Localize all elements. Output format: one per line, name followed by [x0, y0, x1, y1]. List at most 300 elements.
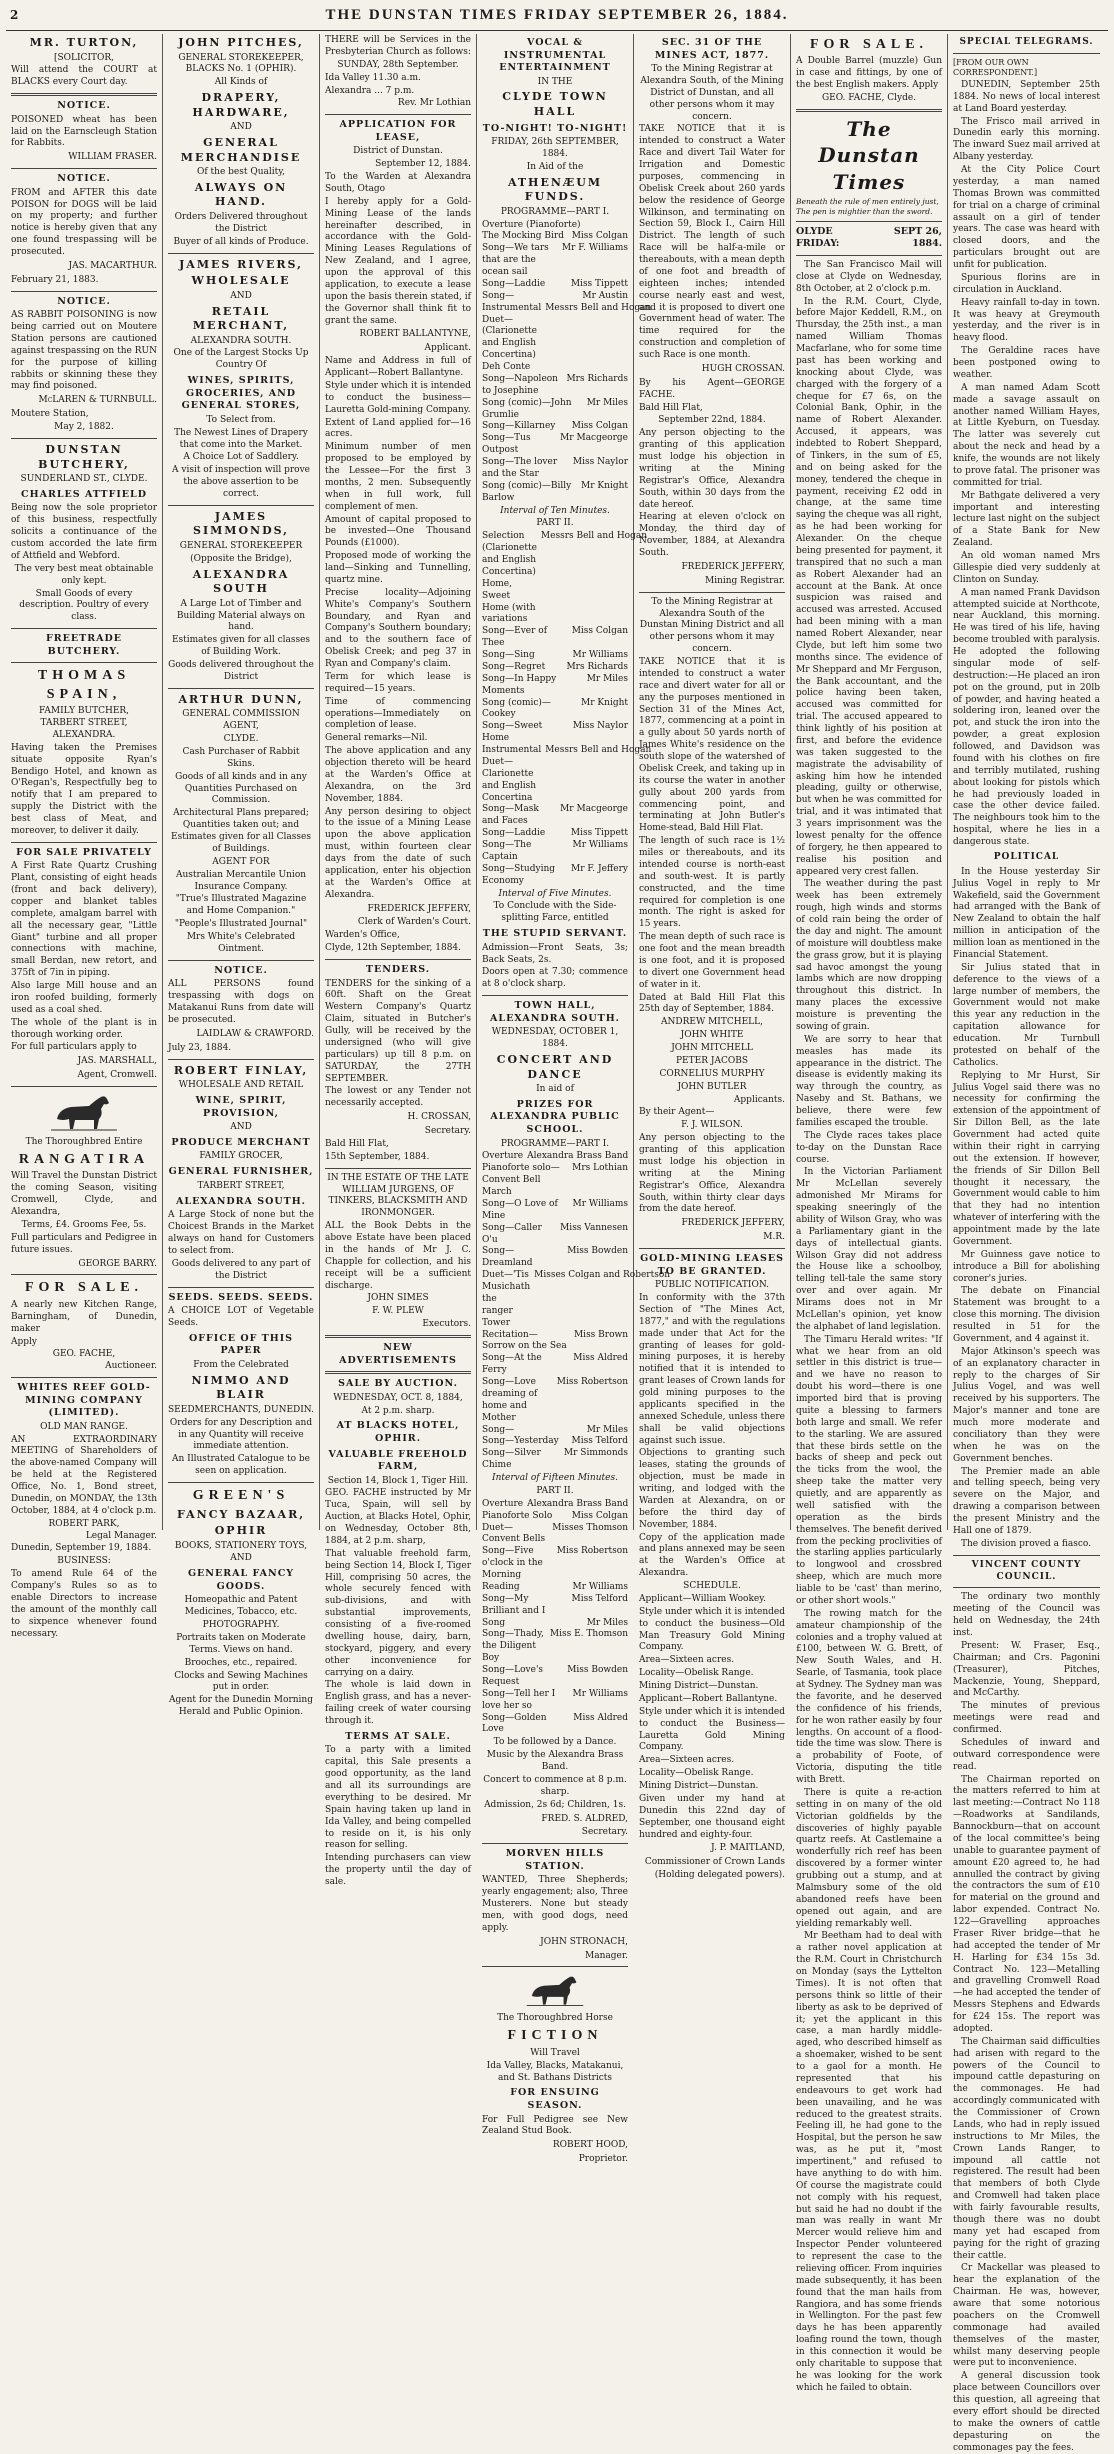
ad-title: JAMES SIMMONDS,	[193, 509, 289, 538]
ad-heading: IN THE ESTATE OF THE LATE WILLIAM JURGENS, OF TINKERS, BLACKSMITH AND IRONMONGER.	[327, 1172, 469, 1219]
applicant-name: PETER JACOBS	[676, 1055, 748, 1066]
programme-performer: Miss Colgan	[571, 626, 628, 637]
programme-item	[482, 421, 628, 433]
estate-ad	[325, 1173, 471, 1331]
ad-subtitle: GENERAL COMMISSION AGENT,	[182, 709, 300, 732]
ad-line: A visit of inspection will prove the above assertion to be correct.	[172, 465, 310, 500]
ad-line: CLYDE TOWN HALL	[502, 90, 608, 118]
ad-line: Interval of Five Minutes.	[498, 888, 612, 899]
ad-line: Alexandra ... 7 p.m.	[325, 85, 415, 96]
news-paragraph: The weather during the past week has been extremely rough, high winds and storms of cold rain being the order of the day and night. The amount of moisture will doubtless make the grass grow, but it is playing sad havoc amongst the young lambs which are now dropping throughout this district. In many places the excessive moisture is preventing the sowing of grain.	[796, 879, 942, 1032]
ad-signature: FRED. S. ALDRED,	[541, 1813, 628, 1824]
seeds-ad	[168, 1292, 314, 1479]
programme-performer: Misses Thomson	[552, 1522, 628, 1533]
ad-signature: Secretary.	[581, 1827, 628, 1838]
masthead	[0, 0, 1114, 30]
ad-title: ROBERT FINLAY,	[173, 1063, 309, 1077]
ad-body: A Double Barrel (muzzle) Gun in case and fittings, by one of the best English makers. Apply	[796, 56, 942, 91]
ad-date: September 12, 1884.	[375, 159, 471, 170]
ad-line: In aid of	[536, 1084, 574, 1095]
ad-line: TO-NIGHT! TO-NIGHT!	[482, 122, 628, 134]
programme-item	[482, 302, 652, 374]
ad-line: All Kinds of	[214, 77, 268, 88]
ad-signature: GEO. FACHE,	[52, 1349, 116, 1360]
gold-mining-leases-notice	[639, 1253, 785, 1882]
news-paragraph: In the Victorian Parliament Mr McLellan severely admonished Mr Mirams for speaking sneeringly of the ability of Wilson Gray, who was a Parliamentary giant in the days of intellectual giants. Wilson Gray did not address the House like a schoolboy, telling tell-tale the same story over and over again. Mr Mirams does not in Mr McLellan's opinion, yet know the alphabet of land legislation.	[796, 1167, 942, 1332]
programme-piece: Song—At the Ferry	[482, 1353, 542, 1376]
ad-line: By his Agent—GEORGE FACHE.	[639, 377, 785, 400]
ad-line: Ida Valley, Blacks, Matakanui, and St. Bathans Districts	[486, 2060, 624, 2083]
divider	[11, 842, 157, 843]
ad-subtitle: FAMILY BUTCHER,	[38, 706, 130, 717]
ad-line: OPHIR	[214, 1524, 268, 1538]
section-heading: VINCENT COUNTY COUNCIL.	[971, 1559, 1082, 1582]
divider	[168, 1482, 314, 1483]
divider	[953, 53, 1100, 54]
programme-piece: Song—Thady, the Diligent Boy	[482, 1629, 544, 1664]
ad-title: DUNSTAN BUTCHERY,	[38, 442, 130, 471]
programme-performer: Mr Williams	[572, 1688, 628, 1699]
ad-line: The Thoroughbred Horse	[497, 2013, 613, 2024]
water-race-notice	[639, 37, 785, 588]
ad-line: FOR ENSUING SEASON.	[510, 2087, 600, 2111]
ad-line: GENERAL MERCHANDISE	[180, 136, 302, 164]
ad-line: Rev. Mr Lothian	[397, 98, 471, 109]
page-number: 2	[10, 8, 19, 22]
rivers-ad	[168, 258, 314, 501]
greens-ad	[168, 1487, 314, 1719]
ad-line: "People's Illustrated Journal"	[174, 919, 308, 930]
divider	[953, 1555, 1100, 1556]
divider	[796, 221, 942, 222]
ad-address: BLACKS No. 1 (OPHIR).	[185, 64, 297, 75]
ad-line: GENERAL FURNISHER,	[168, 1166, 314, 1178]
programme-piece: Song—Sing	[482, 650, 535, 661]
programme-piece: Song (comic)—Cookey	[482, 697, 551, 720]
news-paragraph: There is quite a re-action setting in on many of the old Victorian goldfields by the discoveries of highly payable quartz reefs. At Castlemaine a wonderfully rich reef has been discovered by a former winter grubbing out a stump, and at Malmsbury some of the old abandoned reefs have been opened out again, and are yielding remarkably well.	[796, 1787, 942, 1929]
ad-address: CLYDE.	[223, 734, 259, 745]
ad-heading: WHITES REEF GOLD-MINING COMPANY (LIMITED).	[17, 1382, 151, 1419]
ad-line: FANCY BAZAAR,	[176, 1507, 306, 1521]
column-1	[6, 34, 163, 1639]
ad-body: The whole is laid down in English grass, and has a never-failing creek of water coursing through it.	[325, 1680, 471, 1727]
notice-ad	[11, 100, 157, 164]
ad-date: Clyde, 12th September, 1884.	[325, 943, 462, 954]
news-paragraph: A man named Adam Scott made a savage assault on another named William Hayes, at Little Kyeburn, on Tuesday. The latter was severely cut about the neck and head by a knife, the wounds are not likely to prove fatal. The prisoner was committed for trial.	[953, 382, 1100, 488]
ad-date: May 2, 1882.	[54, 422, 114, 433]
programme-heading: PROGRAMME—PART I.	[500, 206, 610, 217]
ad-address: ALEXANDRA SOUTH.	[176, 1195, 306, 1207]
correspondent-line: [FROM OUR OWN CORRESPONDENT.]	[953, 57, 1038, 78]
programme-item	[482, 1223, 628, 1247]
ad-line: AND	[230, 122, 252, 133]
ad-line: Admission—Front Seats, 3s; Back Seats, 2s.	[482, 942, 628, 965]
programme-item	[482, 457, 628, 481]
programme-performer: Mr F. Jeffery	[571, 863, 628, 874]
vocal-entertainment-ad	[482, 37, 652, 991]
divider	[325, 1335, 471, 1338]
programme-piece: Recitation—Sorrow on the Sea	[482, 1329, 567, 1352]
divider	[168, 688, 314, 689]
ad-body: Orders for any Description and in any Quantity will receive immediate attention.	[169, 1417, 313, 1452]
programme-piece: Song—My Brilliant and I	[482, 1593, 546, 1616]
columns	[6, 34, 1108, 2453]
programme-performer: Messrs Bell and Hogan	[540, 531, 648, 542]
ad-line: TERMS AT SALE.	[345, 1730, 451, 1742]
ad-body: Objections to granting such leases, stating the grounds of objection, must be made in writing, and lodged with the Warden at Alexandra, on or before the third day of November, 1884.	[639, 1448, 785, 1530]
programme-piece: Duet—Convent Bells	[482, 1522, 546, 1545]
ad-line: Goods delivered throughout the District	[168, 660, 314, 682]
divider	[11, 662, 157, 663]
programme-performer: Alexandra Brass Band	[527, 1151, 629, 1162]
programme-performer: Miss Bowden	[567, 1246, 628, 1257]
ad-heading: TOWN HALL, ALEXANDRA SOUTH.	[490, 1000, 620, 1024]
ad-signature: Auctioneer.	[105, 1361, 157, 1372]
ad-signature: JAS. MARSHALL,	[77, 1056, 157, 1067]
ad-address: ALEXANDRA SOUTH	[192, 567, 290, 596]
ad-signature: Commissioner of Crown Lands	[644, 1857, 785, 1868]
news-paragraph: Cr Mackellar was pleased to hear the explanation of the Chairman. He was, however, aware that some notorious poachers on the Cromwell commonage had availed themselves of the master, whilst many deserving people were put to inconvenience.	[953, 2263, 1100, 2369]
divider	[168, 253, 314, 254]
ad-signature: FREDERICK JEFFERY,	[681, 1218, 785, 1229]
ad-line: Of the best Quality,	[196, 167, 286, 178]
programme-item	[482, 1246, 628, 1270]
ad-line: Ida Valley 11.30 a.m.	[325, 72, 421, 83]
ad-body: FROM and AFTER this date POISON for DOGS will be laid on my property; and further notice is hereby given that any one found trespassing will be prosecuted.	[11, 187, 157, 258]
programme-piece: Song—The lover and the Star	[482, 457, 558, 479]
ad-line: Applicant—William Wookey.	[639, 1593, 766, 1604]
programme-item	[482, 840, 628, 864]
ad-line: WHOLESALE AND RETAIL	[178, 1080, 304, 1091]
ad-date: September 22nd, 1884.	[658, 415, 766, 426]
programme-heading: PROGRAMME—PART I.	[500, 1138, 610, 1149]
programme-item	[482, 433, 628, 457]
programme-item	[482, 1665, 628, 1689]
programme-performer: Mrs Lothian	[572, 1163, 628, 1174]
ad-line: BOOKS, STATIONERY TOYS,	[174, 1540, 308, 1551]
ad-line: Cash Purchaser of Rabbit Skins.	[182, 746, 300, 769]
programme-piece: Overture	[482, 1151, 524, 1162]
programme-performer: Mr Austin	[582, 290, 628, 301]
programme-piece: Instrumental Duet—Clarionette and English Concertina	[482, 745, 542, 803]
ad-body: ALL the Book Debts in the above Estate have been placed in the hands of Mr J. C. Chapple for collection, and his receipt will be a sufficient discharge.	[325, 1221, 471, 1291]
column-3	[320, 34, 477, 1888]
section-heading: POLITICAL	[993, 851, 1060, 862]
news-paragraph: Major Atkinson's speech was of an explanatory character in reply to the charges of Sir Julius Vogel, and was well received by his supporters. The Major's manner and tone are much more moderate and conciliatory than they were when he was on the Government benches.	[953, 1346, 1100, 1464]
ad-body: TAKE NOTICE that it is intended to construct a water race and divert water for all or any the purposes mentioned in Section 31 of the Mines Act, 1877, commencing at a point in a gully about 50 yards north of James White's residence on the south slope of the watershed of Obelisk Creek, and taking up in its course the water in another gully about 200 yards from commencing point, and terminating at John Butler's Home-stead, Bald Hill Flat.	[639, 657, 785, 834]
butchery-ad	[11, 443, 157, 624]
column-6	[791, 34, 948, 2393]
programme-item	[482, 220, 628, 232]
programme-performer: Miss Colgan	[571, 421, 628, 432]
ad-apply: Apply	[11, 1336, 37, 1347]
ad-body: Intending purchasers can view the property until the day of sale.	[325, 1853, 471, 1888]
programme-piece: Overture	[482, 1498, 524, 1509]
ad-body: Any person desiring to object to the issue of a Mining Lease upon the above application must, within fourteen clear days from the date of such application, enter his objection at the Warden's Office at Alexandra.	[325, 806, 471, 900]
ad-title: THOMAS SPAIN,	[37, 668, 131, 702]
programme-piece: Song—Five o'clock in the Morning	[482, 1546, 543, 1581]
rangatira-ad	[11, 1091, 157, 1270]
programme-piece: Song—O Love of Mine	[482, 1198, 558, 1221]
ad-body: Minimum number of men proposed to be employed by the Lessee—For the first 3 months, 2 men. Subsequently when in full work, full complement of men.	[325, 442, 471, 512]
programme-item	[482, 1151, 628, 1163]
ad-body: ALL PERSONS found trespassing with dogs on Matakanui Runs from date will be prosecuted.	[168, 979, 314, 1025]
news-paragraph: Mr Beetham had to deal with a rather novel application at the R.M. Court in Christchurch on Monday (says the Lyttelton Times). It is not often that persons think so little of their liberty as ask to be deprived of it; yet the applicant in this case, a man hardly middle-aged, who described himself as a shoemaker, wished to be sent to a gaol for a month. He represented that his endeavours to get work had been unavailing, and he was reduced to the greatest straits. Feeling ill, he had gone to the Hospital, but the person he saw was, as he put it, "most impertinent," and refused to have anything to do with him. Of course the magistrate could not comply with his request, but said he had no doubt if the man was really in want Mr Mercer would relieve him and Inspector Pender volunteered to represent the case to the relieving officer. From inquiries made subsequently, it has been found that the man hails from Rangiora, and has some friends in Wellington. For the past few days he has been apparently loafing round the town, though in this connection it would be only charitable to suppose that he was looking for the work which he failed to obtain.	[796, 1931, 942, 2393]
programme-performer: Mr Miles	[586, 397, 628, 408]
programme-piece: Song—Studying Economy	[482, 863, 556, 886]
programme-item	[482, 650, 628, 662]
ad-line: THE STUPID SERVANT.	[482, 928, 628, 940]
ad-line: WINE, SPIRIT, PROVISION,	[195, 1095, 287, 1119]
programme-performer: Mr Macgeorge	[560, 804, 628, 815]
news-paragraph: The debate on Financial Statement was brought to a close this morning. The division resulted in 51 for the Government, and 4 against it.	[953, 1286, 1100, 1344]
ad-signature: ROBERT BALLANTYNE,	[359, 329, 471, 340]
news-paragraph: Replying to Mr Hurst, Sir Julius Vogel said there was no necessity for confirming the extension of the appointment of Sir Dillon Bell, as the late Government had acted quite within their right in carrying out the extension. If however, the friends of Sir Dillon Bell thought it necessary, the Government would cable to him that they had no intention whatever of interfering with the appointment made by the late Government.	[953, 1070, 1100, 1247]
ad-line: AT BLACKS HOTEL, OPHIR.	[336, 1420, 460, 1444]
ad-body: The Newest Lines of Drapery that come into the Market.	[174, 427, 308, 450]
ad-line: PHOTOGRAPHY.	[202, 1620, 280, 1631]
ad-heading: APPLICATION FOR LEASE,	[339, 119, 457, 143]
programme-item	[482, 1436, 628, 1448]
programme-item	[482, 1353, 628, 1377]
programme-heading: PART II.	[536, 1485, 574, 1496]
ad-line: From the Celebrated	[193, 1359, 289, 1370]
fiction-ad	[482, 1971, 628, 2166]
news-paragraph: Schedules of inward and outward correspondence were read.	[953, 1737, 1100, 1772]
programme-piece: Selection (Clarionette and English Concertina) Home, Sweet Home (with variations	[482, 531, 537, 625]
ad-title: ARTHUR DUNN,	[178, 692, 304, 706]
news-paragraph: The Premier made an able and telling speech, being very severe on the Major, and drawing a comparison between the present Ministry and the Hall one of 1879.	[953, 1466, 1100, 1536]
programme-item	[482, 864, 628, 888]
ad-address: ALEXANDRA SOUTH.	[190, 335, 292, 346]
ad-signature: (Holding delegated powers).	[654, 1870, 785, 1881]
programme-performer: Miss Bowden	[567, 1665, 628, 1676]
divider	[11, 168, 157, 169]
ad-signature: Proprietor.	[578, 2154, 628, 2165]
programme-performer: Miss Aldred	[573, 1353, 628, 1364]
programme-item	[482, 1377, 628, 1425]
spain-ad	[11, 667, 157, 838]
ad-line: Mining District—Dunstan.	[639, 1681, 759, 1691]
programme-piece: Song—Love dreaming of home and Mother	[482, 1377, 538, 1423]
news-paragraph: Mr Bathgate delivered a very important and interesting lecture last night on the subject of a State Bank for New Zealand.	[953, 490, 1100, 549]
townhall-concert-ad	[482, 1000, 671, 1839]
ad-date: February 21, 1883.	[11, 274, 99, 285]
forsale-gun-ad	[796, 36, 942, 105]
ad-body: Time of commencing operations—Immediately on completion of lease.	[325, 696, 471, 731]
ad-line: DRAPERY, HARDWARE,	[192, 91, 290, 119]
news-paragraph: The ordinary two monthly meeting of the Council was held on Wednesday, the 24th inst.	[953, 1592, 1100, 1639]
ad-body: One of the Largest Stocks Up Country Of	[173, 348, 309, 371]
whites-reef-ad	[11, 1382, 157, 1640]
ad-heading: MORVEN HILLS STATION.	[505, 1848, 605, 1872]
divider	[796, 255, 942, 256]
ad-body: Term for which lease is required—15 years.	[325, 671, 471, 694]
divider	[482, 1843, 628, 1844]
ad-subheading: BUSINESS:	[57, 1556, 111, 1567]
programme-piece: Song—In Happy Moments	[482, 673, 557, 696]
programme-item	[482, 291, 628, 303]
programme-item	[482, 626, 628, 650]
ad-body: AS RABBIT POISONING is now being carried out on Moutere Station persons are cautioned against trespassing on the RUN for the purpose of killing rabbits or skinning these they may find poisoned.	[11, 310, 157, 392]
divider	[11, 93, 157, 96]
programme-item	[482, 662, 628, 674]
ad-signature: LAIDLAW & CRAWFORD.	[196, 1028, 314, 1039]
freetrade-ad	[11, 633, 157, 658]
ad-signature: FREDERICK JEFFERY,	[681, 561, 785, 572]
ad-subtitle: OLD MAN RANGE.	[40, 1421, 128, 1432]
ad-title: MR. TURTON,	[29, 36, 139, 49]
paper-nameplate: The Dunstan Times	[818, 116, 920, 194]
ad-line: Buyer of all kinds of Produce.	[173, 236, 309, 247]
ad-line: Portraits taken on Moderate Terms. Views on hand.	[176, 1632, 306, 1655]
ad-subtitle: GENERAL STOREKEEPER,	[178, 52, 304, 63]
column-5	[634, 34, 791, 1881]
water-race-notice	[639, 597, 785, 1244]
dunn-ad	[168, 693, 314, 956]
news-paragraph: The San Francisco Mail will close at Clyde on Wednesday, 8th October, at 2 o'clock p.m.	[796, 259, 942, 294]
programme-item	[482, 1330, 628, 1354]
ad-body: A Large Lot of Timber and Building Material always on hand.	[176, 598, 306, 633]
programme-piece: Song—Laddie	[482, 278, 546, 289]
ad-signature: Secretary.	[424, 1126, 471, 1137]
news-paragraph: DUNEDIN, September 25th 1884. No news of local interest at Land Board yesterday.	[953, 79, 1100, 114]
ad-heading: NOTICE.	[57, 295, 111, 307]
ad-body: Any person objecting to the granting of this application must lodge his objection in writing at the Mining Registrar's Office, Alexandra South, within thirty clear days from the date hereof.	[639, 1133, 785, 1215]
programme-piece: Song—Regret	[482, 661, 546, 672]
programme-performer: Miss E. Thomson	[549, 1629, 628, 1640]
ad-signature: HUGH CROSSAN.	[701, 363, 785, 374]
ad-address: TARBERT STREET,	[197, 1180, 285, 1191]
programme-item	[482, 1582, 628, 1594]
applicant-name: JOHN WHITE	[680, 1030, 744, 1041]
programme-item	[482, 1163, 628, 1199]
ad-line: ALWAYS ON HAND.	[194, 180, 288, 209]
news-paragraph: The Timaru Herald writes: "If what we hear from an old settler in this district is true—and we have no reason to doubt his word—there is one imported bird that is proving quite a blessing to farmers both large and small. We refer to the starling. We are assured that these birds settle on the backs of sheep and peck out the ticks from the wool, the sheep take the matter very quietly, and are apparently as well satisfied with the operation as the birds themselves. The benefit derived from the pecking proclivities of the starling applies particularly to longwool and crossbred sheep, which are much more liable to be 'cast' than merino, or other short wools."	[796, 1334, 942, 1606]
news-paragraph: The Chairman reported on the matters referred to him at last meeting:—Contract No 118—Roadworks at Sandilands, Bannockburn—that on account of the local committee's being unable to guarantee payment of amount £20 agreed to, he had annulled the contract by giving the contractors the sum of £10 for material on the ground and labor expended. Contract No. 122—Gravelling approaches Fraser River bridge—that he had accepted the tender of Mr H. Harling for £34 15s 3d. Contract No. 123—Metalling and gravelling Cromwell Road—he had accepted the tender of Messrs Stephens and Edwards for £24 15s. The report was adopted.	[953, 1774, 1100, 2034]
ad-body: Also large Mill house and an iron roofed building, formerly used as a coal shed.	[11, 981, 157, 1015]
programme-piece: Song—The Captain	[482, 840, 532, 862]
ad-body: Name and Address in full of Applicant—Robert Ballantyne.	[325, 356, 471, 379]
programme-performer: Misses Colgan and Robertson	[534, 1270, 671, 1281]
news-paragraph: Mr Guinness gave notice to introduce a Bill for abolishing coroner's juries.	[953, 1249, 1100, 1284]
news-paragraph: The division proved a fiasco.	[961, 1538, 1092, 1549]
news-paragraph: The Frisco mail arrived in Dunedin early this morning. The inward Suez mail arrived at Albany yesterday.	[953, 116, 1100, 163]
programme-list	[482, 1499, 628, 1737]
ad-body: In conformity with the 37th Section of "The Mines Act, 1877," and with the regulations made under that Act for the granting of leases for gold-mining purposes, it is hereby notified that it is intended to grant leases of Crown lands for gold mining purposes to the applicants specified in the annexed Schedule, unless there shall be valid objections against such issue.	[639, 1293, 785, 1446]
ad-signature: ROBERT PARK,	[48, 1518, 120, 1529]
ad-line: Australian Mercantile Union Insurance Company.	[175, 869, 307, 892]
ad-line: AND	[230, 290, 252, 301]
ad-line: To be followed by a Dance.	[493, 1737, 617, 1748]
programme-piece: Song—Sweet Home	[482, 721, 543, 744]
ad-address: TARBERT STREET, ALEXANDRA.	[40, 718, 128, 740]
programme-piece: Song—Killarney	[482, 421, 556, 432]
programme-piece: Pianoforte Solo	[482, 1510, 553, 1521]
news-paragraph: At the City Police Court yesterday, a man named Thomas Brown was committed for trial on a charge of criminal assault on a girl of tender years. The case was heard with closed doors, and the particulars brought out are unfit for publication.	[953, 165, 1100, 271]
programme-performer: Mr Miles	[586, 1617, 628, 1628]
programme-piece: Song—Mask and Faces	[482, 804, 539, 827]
ad-signature: JAS. MACARTHUR.	[68, 260, 157, 271]
ad-body: WANTED, Three Shepherds; yearly engagement; also, Three Musterers. None but steady men, with good dogs, need apply.	[482, 1875, 628, 1933]
ad-date: Dunedin, September 19, 1884.	[11, 1543, 152, 1554]
ad-body: Proposed mode of working the land—Sinking and Tunnelling, quartz mine.	[325, 551, 471, 585]
ad-line: Warden's Office,	[325, 930, 400, 941]
programme-list	[482, 219, 652, 505]
ad-title: JOHN PITCHES,	[178, 36, 304, 49]
programme-list	[482, 1151, 671, 1472]
lease-application-ad	[325, 119, 471, 955]
programme-performer: Mr Miles	[586, 673, 628, 684]
ad-body: The lowest or any Tender not necessarily accepted.	[325, 1086, 471, 1109]
simmonds-ad	[168, 510, 314, 684]
ad-signature: M.R.	[763, 1232, 785, 1243]
ad-heading: FOR SALE.	[24, 1280, 144, 1296]
ad-body: Extent of Land applied for—16 acres.	[325, 417, 471, 440]
ad-line: Estimates given for all classes of Building Work.	[171, 635, 311, 658]
section-heading: NEW ADVERTISEMENTS	[339, 1342, 457, 1366]
ad-date: WEDNESDAY, OCT. 8, 1884,	[333, 1392, 463, 1403]
applicant-name: ANDREW MITCHELL,	[661, 1017, 763, 1028]
pitches-ad	[168, 36, 314, 249]
programme-performer: Mr Williams	[572, 650, 628, 661]
programme-item	[482, 1511, 628, 1523]
programme-heading: PART II.	[536, 518, 574, 529]
ad-heading: FOR SALE.	[809, 37, 929, 52]
ad-line: In Aid of the	[526, 161, 584, 172]
ad-signature: Manager.	[584, 1950, 628, 1961]
programme-piece: Song	[482, 1617, 506, 1628]
programme-performer: Mrs Richards	[566, 661, 628, 672]
ad-line: Style under which it is intended to conduct the business—Old Man Treasury Gold Mining Company.	[639, 1606, 785, 1653]
news-paragraph: The Chairman said difficulties had arisen with regard to the powers of the Council to impound cattle depasturing on the commonages. He had accordingly communicated with the Commissioner of Crown Lands, who had in reply issued instructions to Mr Miles, the Crown Lands Ranger, to impound all cattle not registered. The result had been that members of both Clyde and Cromwell had taken place with fairly favourable results, though there was no doubt many yet had escaped from paying for the right of grazing their cattle.	[953, 2036, 1100, 2261]
ad-signature: GEO. FACHE, Clyde.	[821, 93, 917, 104]
ad-signature: JOHN SIMES	[367, 1293, 429, 1304]
ad-body: Style under which it is intended to conduct the business—Lauretta Gold-mining Company.	[325, 380, 471, 415]
ad-heading: VOCAL & INSTRUMENTAL ENTERTAINMENT	[499, 37, 611, 74]
ad-body: Hearing at eleven o'clock on Monday, the third day of November, 1884, at Alexandra South.	[639, 512, 785, 559]
programme-performer: Miss Naylor	[572, 457, 628, 468]
ad-line: Homeopathic and Patent Medicines, Tobacco, etc.	[184, 1595, 298, 1618]
programme-performer: Miss Tippett	[570, 278, 628, 289]
ad-signature: Mining Registrar.	[704, 575, 785, 586]
ad-subheading: SCHEDULE.	[683, 1581, 741, 1591]
ad-line: FAMILY GROCER,	[199, 1151, 283, 1162]
programme-performer: Mr Simmonds	[563, 1448, 628, 1459]
motto-line: Beneath the rule of men entirely just,	[796, 197, 939, 207]
ad-line: AGENT FOR	[212, 856, 270, 867]
news-paragraph: The rowing match for the amateur championship of the colonies and a trophy valued at £100, between W. G. Brett, of New South Wales, and H. Searle, of Tasmania, took place at Sydney. The Sydney man was the favorite, and he deserved the confidence of his friends, for he won rather easily by four lengths. On account of a flood-tide the time was slow. There is a probability of Foote, of Victoria, disputing the title with Brett.	[796, 1608, 942, 1786]
programme-item	[482, 698, 628, 722]
ad-body: The whole of the plant is in thorough working order.	[11, 1017, 157, 1040]
ad-date: FRIDAY, 26th SEPTEMBER, 1884.	[491, 137, 619, 159]
ad-body: Amount of capital proposed to be invested—One Thousand Pounds (£1000).	[325, 514, 471, 549]
ad-line: By their Agent—	[639, 1107, 715, 1118]
programme-piece: Song—Napoleon to Josephine	[482, 373, 558, 396]
ad-body: A Large Stock of none but the Choicest Brands in the Market always on hand for Customers to select from.	[168, 1210, 314, 1256]
ad-body: I hereby apply for a Gold-Mining Lease of the lands hereinafter described, in accordance with the Gold-Mining Leases Regulations of New Zealand, and I agree, upon the approval of this application, to execute a lease upon the basis therein stated, if the Governor shall think fit to grant the same.	[325, 196, 471, 326]
programme-performer: Mr Macgeorge	[560, 433, 628, 444]
ad-line: Mrs White's Celebrated Ointment.	[186, 932, 296, 954]
ad-body: A First Rate Quartz Crushing Plant, consisting of eight heads (front and back delivery), copper and blanket tables complete, amalgam barrel with all the necessary gear, "Little Giant" turbine and all proper connections with machine, small Berdan, new retort, and 375ft of 7in in piping.	[11, 861, 157, 979]
ad-line: RETAIL MERCHANT,	[192, 304, 290, 333]
ad-body: To amend Rule 64 of the Company's Rules so as to enable Directors to increase the amount of the monthly call to sixpence whenever found necessary.	[11, 1569, 157, 1639]
ad-line: WHOLESALE	[191, 274, 291, 288]
divider	[325, 1371, 471, 1374]
ad-heading: NOTICE.	[57, 100, 111, 112]
programme-piece: The Mocking Bird	[482, 231, 564, 242]
programme-piece: Song—Silver Chime	[482, 1448, 541, 1471]
